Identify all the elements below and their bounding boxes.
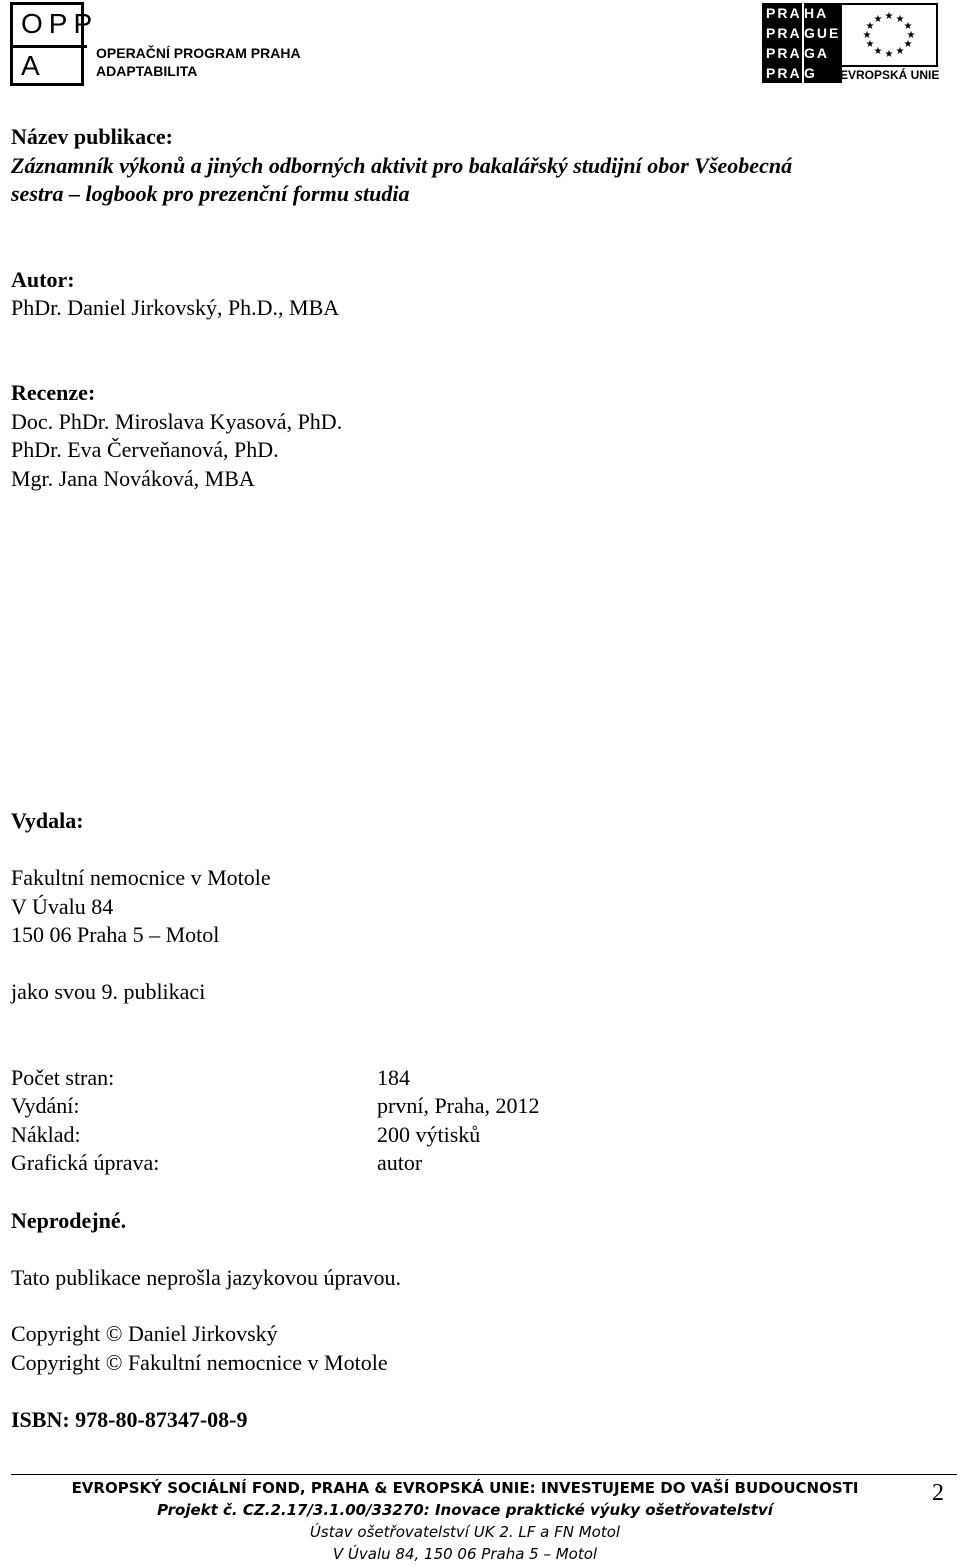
title-line-1: Záznamník výkonů a jiných odborných aktivit pro bakalářský studijní obor Všeobecná — [11, 153, 793, 178]
reviewer-3: Mgr. Jana Nováková, MBA — [11, 466, 255, 491]
svg-text:★: ★ — [884, 11, 894, 22]
footer-line-3: Ústav ošetřovatelství UK 2. LF a FN Motol — [309, 1523, 621, 1541]
praha-logo-cell: GA — [804, 45, 829, 61]
opp-logo-text — [96, 44, 301, 80]
opp-logo-line2: ADAPTABILITA — [96, 63, 198, 79]
detail-value-pages: 184 — [377, 1065, 410, 1090]
footer-line-1: EVROPSKÝ SOCIÁLNÍ FOND, PRAHA & EVROPSKÁ UNIE: INVESTUJEME DO VAŠÍ BUDOUCNOSTI — [71, 1479, 859, 1497]
opp-logo — [10, 2, 310, 88]
svg-text:★: ★ — [895, 46, 905, 57]
svg-text:★: ★ — [884, 49, 894, 60]
isbn: ISBN: 978-80-87347-08-9 — [11, 1407, 248, 1432]
svg-text:★: ★ — [865, 39, 875, 50]
detail-label-edition: Vydání: — [11, 1093, 80, 1118]
copyright-author: Copyright © Daniel Jirkovský — [11, 1321, 278, 1346]
review-label: Recenze: — [11, 380, 96, 405]
eu-stars-icon — [842, 5, 936, 65]
svg-text:★: ★ — [895, 14, 905, 25]
not-for-sale: Neprodejné. — [11, 1208, 127, 1233]
reviewer-1: Doc. PhDr. Miroslava Kyasová, PhD. — [11, 409, 343, 434]
footer-divider — [11, 1474, 957, 1475]
svg-text:★: ★ — [873, 14, 883, 25]
detail-value-print-run: 200 výtisků — [377, 1122, 481, 1147]
praha-logo-cell: PRA — [766, 63, 804, 83]
opp-logo-line1: OPERAČNÍ PROGRAM PRAHA — [96, 45, 301, 61]
series-note: jako svou 9. publikaci — [11, 979, 206, 1004]
praha-logo-cell: PRA — [766, 3, 804, 23]
eu-logo — [840, 3, 940, 83]
detail-label-print-run: Náklad: — [11, 1122, 81, 1147]
page-number: 2 — [932, 1480, 944, 1506]
opp-logo-letters: OPP — [21, 8, 99, 39]
footer-line-4: V Úvalu 84, 150 06 Praha 5 – Motol — [332, 1545, 598, 1563]
title-line-2: sestra – logbook pro prezenční formu studia — [11, 181, 410, 206]
detail-value-edition: první, Praha, 2012 — [377, 1093, 540, 1118]
language-note: Tato publikace neprošla jazykovou úpravou. — [11, 1265, 402, 1290]
eu-logo-label: EVROPSKÁ UNIE — [840, 68, 940, 82]
svg-text:★: ★ — [903, 39, 913, 50]
svg-text:★: ★ — [873, 46, 883, 57]
copyright-hospital: Copyright © Fakultní nemocnice v Motole — [11, 1350, 388, 1375]
praha-logo-cell: PRA — [766, 43, 804, 63]
detail-value-design: autor — [377, 1150, 423, 1175]
publisher-street: V Úvalu 84 — [11, 894, 114, 919]
publisher-city: 150 06 Praha 5 – Motol — [11, 922, 220, 947]
praha-logo-grid — [762, 3, 842, 83]
eu-flag-icon — [840, 3, 938, 67]
opp-logo-divider — [13, 45, 87, 48]
praha-logo-cell: HA — [804, 5, 829, 21]
praha-logo — [762, 3, 842, 83]
publisher-name: Fakultní nemocnice v Motole — [11, 865, 271, 890]
detail-label-pages: Počet stran: — [11, 1065, 115, 1090]
svg-text:★: ★ — [903, 21, 913, 32]
praha-logo-cell: PRA — [766, 23, 804, 43]
opp-logo-a: A — [21, 50, 40, 81]
praha-logo-cell: GUE — [804, 25, 841, 41]
praha-logo-cell: G — [804, 65, 817, 81]
author-name: PhDr. Daniel Jirkovský, Ph.D., MBA — [11, 295, 340, 320]
reviewer-2: PhDr. Eva Červeňanová, PhD. — [11, 437, 279, 462]
svg-text:★: ★ — [865, 21, 875, 32]
footer-line-2: Projekt č. CZ.2.17/3.1.00/33270: Inovace praktické výuky ošetřovatelství — [157, 1501, 773, 1519]
publisher-label: Vydala: — [11, 808, 84, 833]
author-label: Autor: — [11, 267, 75, 292]
detail-label-design: Grafická úprava: — [11, 1150, 160, 1175]
title-label: Název publikace: — [11, 124, 173, 149]
svg-text:★: ★ — [862, 30, 872, 41]
opp-logo-box — [10, 2, 99, 86]
svg-text:★: ★ — [906, 30, 916, 41]
